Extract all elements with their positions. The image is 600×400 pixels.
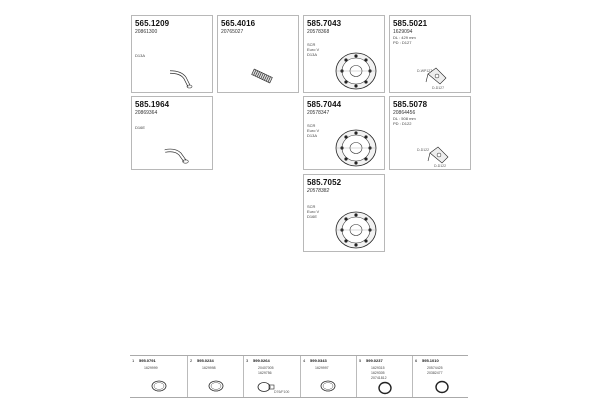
- part-number: 585.7043: [307, 19, 342, 28]
- clamp-illustration: [319, 379, 337, 398]
- item-part-number: 595.1010: [422, 358, 439, 363]
- item-number: 5: [359, 358, 362, 363]
- item-reference: 20574425: [427, 366, 443, 370]
- item-part-number: 599.0237: [366, 358, 383, 363]
- clamp-illustration: [207, 379, 225, 398]
- item-part-number: 599.0264: [253, 358, 270, 363]
- reference-number: 20864456: [393, 110, 416, 116]
- accessory-strip: [130, 355, 468, 398]
- callout-label: D76/F100: [274, 390, 290, 394]
- part-number: 585.5078: [393, 100, 428, 109]
- muffler-illustration: [332, 209, 380, 251]
- item-number: 4: [303, 358, 306, 363]
- reference-number: 20578368: [307, 29, 330, 35]
- accessory-cell-6[interactable]: [412, 356, 468, 397]
- item-reference: 1629756: [258, 371, 272, 375]
- part-number: 585.7044: [307, 100, 342, 109]
- part-card-2[interactable]: [217, 15, 299, 93]
- accessory-cell-3[interactable]: [243, 356, 300, 397]
- item-reference: 1629315: [371, 366, 385, 370]
- reference-number: 1629094: [393, 29, 413, 35]
- item-reference: 20407005: [258, 366, 274, 370]
- item-part-number: 595.0791: [139, 358, 156, 363]
- pipe-illustration: [162, 143, 192, 165]
- item-part-number: 595.0234: [197, 358, 214, 363]
- callout-label: D-D122: [434, 164, 447, 168]
- part-note: SCR Euro V D13A: [307, 42, 320, 57]
- part-number: 585.7052: [307, 178, 342, 187]
- item-part-number: 599.0343: [310, 358, 327, 363]
- callout-label: D-D122: [417, 148, 430, 152]
- item-reference: 20741812: [371, 376, 387, 380]
- part-note: SCR Euro V D16E: [307, 204, 320, 219]
- accessory-cell-5[interactable]: [356, 356, 412, 397]
- item-reference: 1629305: [371, 371, 385, 375]
- clamp-illustration: [150, 379, 168, 398]
- item-reference: 1629997: [315, 366, 329, 370]
- part-number: 585.5021: [393, 19, 428, 28]
- part-note: DL : 508 mm PD : D122: [393, 116, 416, 126]
- part-card-4[interactable]: [389, 15, 471, 93]
- flex-hose-illustration: [248, 64, 276, 88]
- callout-label: D-WP127: [417, 69, 433, 73]
- part-card-5[interactable]: [131, 96, 213, 170]
- part-card-8[interactable]: [303, 174, 385, 252]
- gasket-illustration: [377, 381, 393, 400]
- part-card-7[interactable]: [389, 96, 471, 170]
- item-number: 3: [246, 358, 249, 363]
- accessory-cell-1[interactable]: [130, 356, 187, 397]
- muffler-illustration: [332, 127, 380, 169]
- item-reference: 1629999: [144, 366, 158, 370]
- reference-number: 20578347: [307, 110, 330, 116]
- part-number: 565.4016: [221, 19, 256, 28]
- clamp-kit-illustration: [256, 380, 276, 399]
- item-number: 6: [415, 358, 418, 363]
- accessory-cell-2[interactable]: [187, 356, 243, 397]
- part-note: D16E: [135, 125, 146, 130]
- muffler-illustration: [332, 50, 380, 92]
- part-number: 585.1964: [135, 100, 170, 109]
- part-card-1[interactable]: [131, 15, 213, 93]
- reference-number: 20765027: [221, 29, 244, 35]
- bracket-illustration: [424, 64, 450, 88]
- item-reference: 20382477: [427, 371, 443, 375]
- part-note: DL : 429 mm PD : D127: [393, 35, 416, 45]
- part-note: SCR Euro V D13A: [307, 123, 320, 138]
- callout-label: D-D127: [432, 86, 445, 90]
- item-reference: 1629998: [202, 366, 216, 370]
- part-number: 565.1209: [135, 19, 170, 28]
- item-number: 2: [190, 358, 193, 363]
- part-note: D13A: [135, 53, 146, 58]
- reference-number: 20869364: [135, 110, 158, 116]
- gasket-illustration: [434, 380, 450, 399]
- item-number: 1: [132, 358, 135, 363]
- accessory-cell-4[interactable]: [300, 356, 356, 397]
- part-card-6[interactable]: [303, 96, 385, 170]
- part-card-3[interactable]: [303, 15, 385, 93]
- reference-number: 20578382: [307, 188, 330, 194]
- bracket-illustration: [426, 143, 452, 167]
- pipe-illustration: [167, 68, 197, 90]
- reference-number: 20861300: [135, 29, 158, 35]
